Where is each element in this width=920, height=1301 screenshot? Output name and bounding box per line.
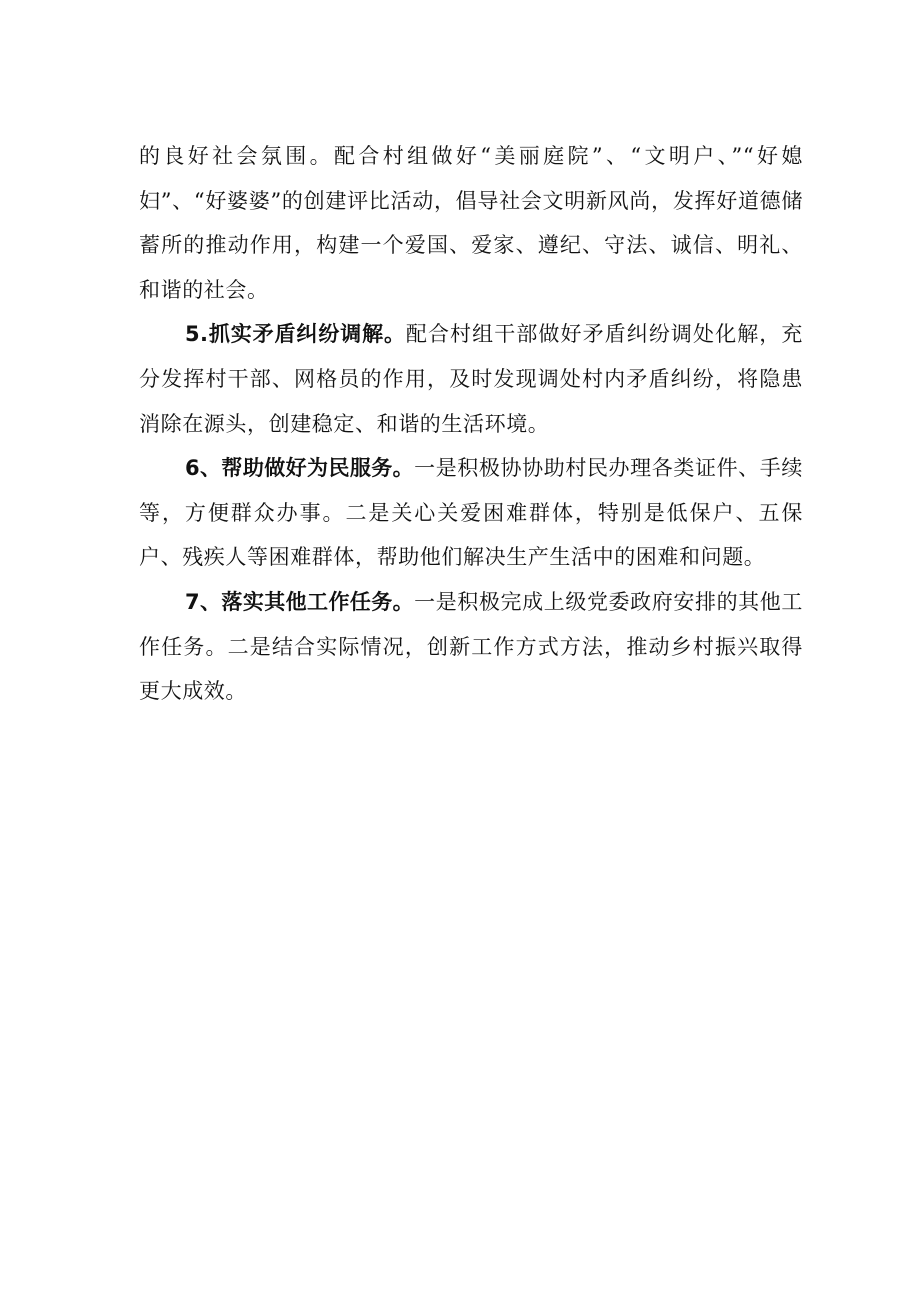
paragraph-heading: 6、帮助做好为民服务。 (185, 456, 415, 481)
paragraph-heading: 5.抓实矛盾纠纷调解。 (185, 322, 406, 347)
document-body (139, 134, 803, 714)
paragraph-item-5 (139, 312, 803, 446)
paragraph-text: 的良好社会氛围。配合村组做好“美丽庭院”、“文明户、”“好媳妇”、“好婆婆”的创建评比活动，倡导社会文明新风尚，发挥好道德储蓄所的推动作用，构建一个爱国、爱家、遵纪、守法、诚信、明礼、和谐的社会。 (139, 144, 803, 302)
paragraph-text: 配合村组干部做好矛盾纠纷调处化解，充分发挥村干部、网格员的作用，及时发现调处村内矛盾纠纷，将隐患消除在源头，创建稳定、和谐的生活环境。 (139, 322, 803, 436)
paragraph-item-6 (139, 446, 803, 580)
paragraph-text: 一是积极协协助村民办理各类证件、手续等，方便群众办事。二是关心关爱困难群体，特别是低保户、五保户、残疾人等困难群体，帮助他们解决生产生活中的困难和问题。 (139, 456, 803, 570)
paragraph-item-7 (139, 580, 803, 714)
paragraph-heading: 7、落实其他工作任务。 (185, 589, 415, 614)
paragraph-text: 一是积极完成上级党委政府安排的其他工作任务。二是结合实际情况，创新工作方式方法，推动乡村振兴取得更大成效。 (139, 589, 803, 704)
paragraph-continuation (139, 134, 803, 312)
